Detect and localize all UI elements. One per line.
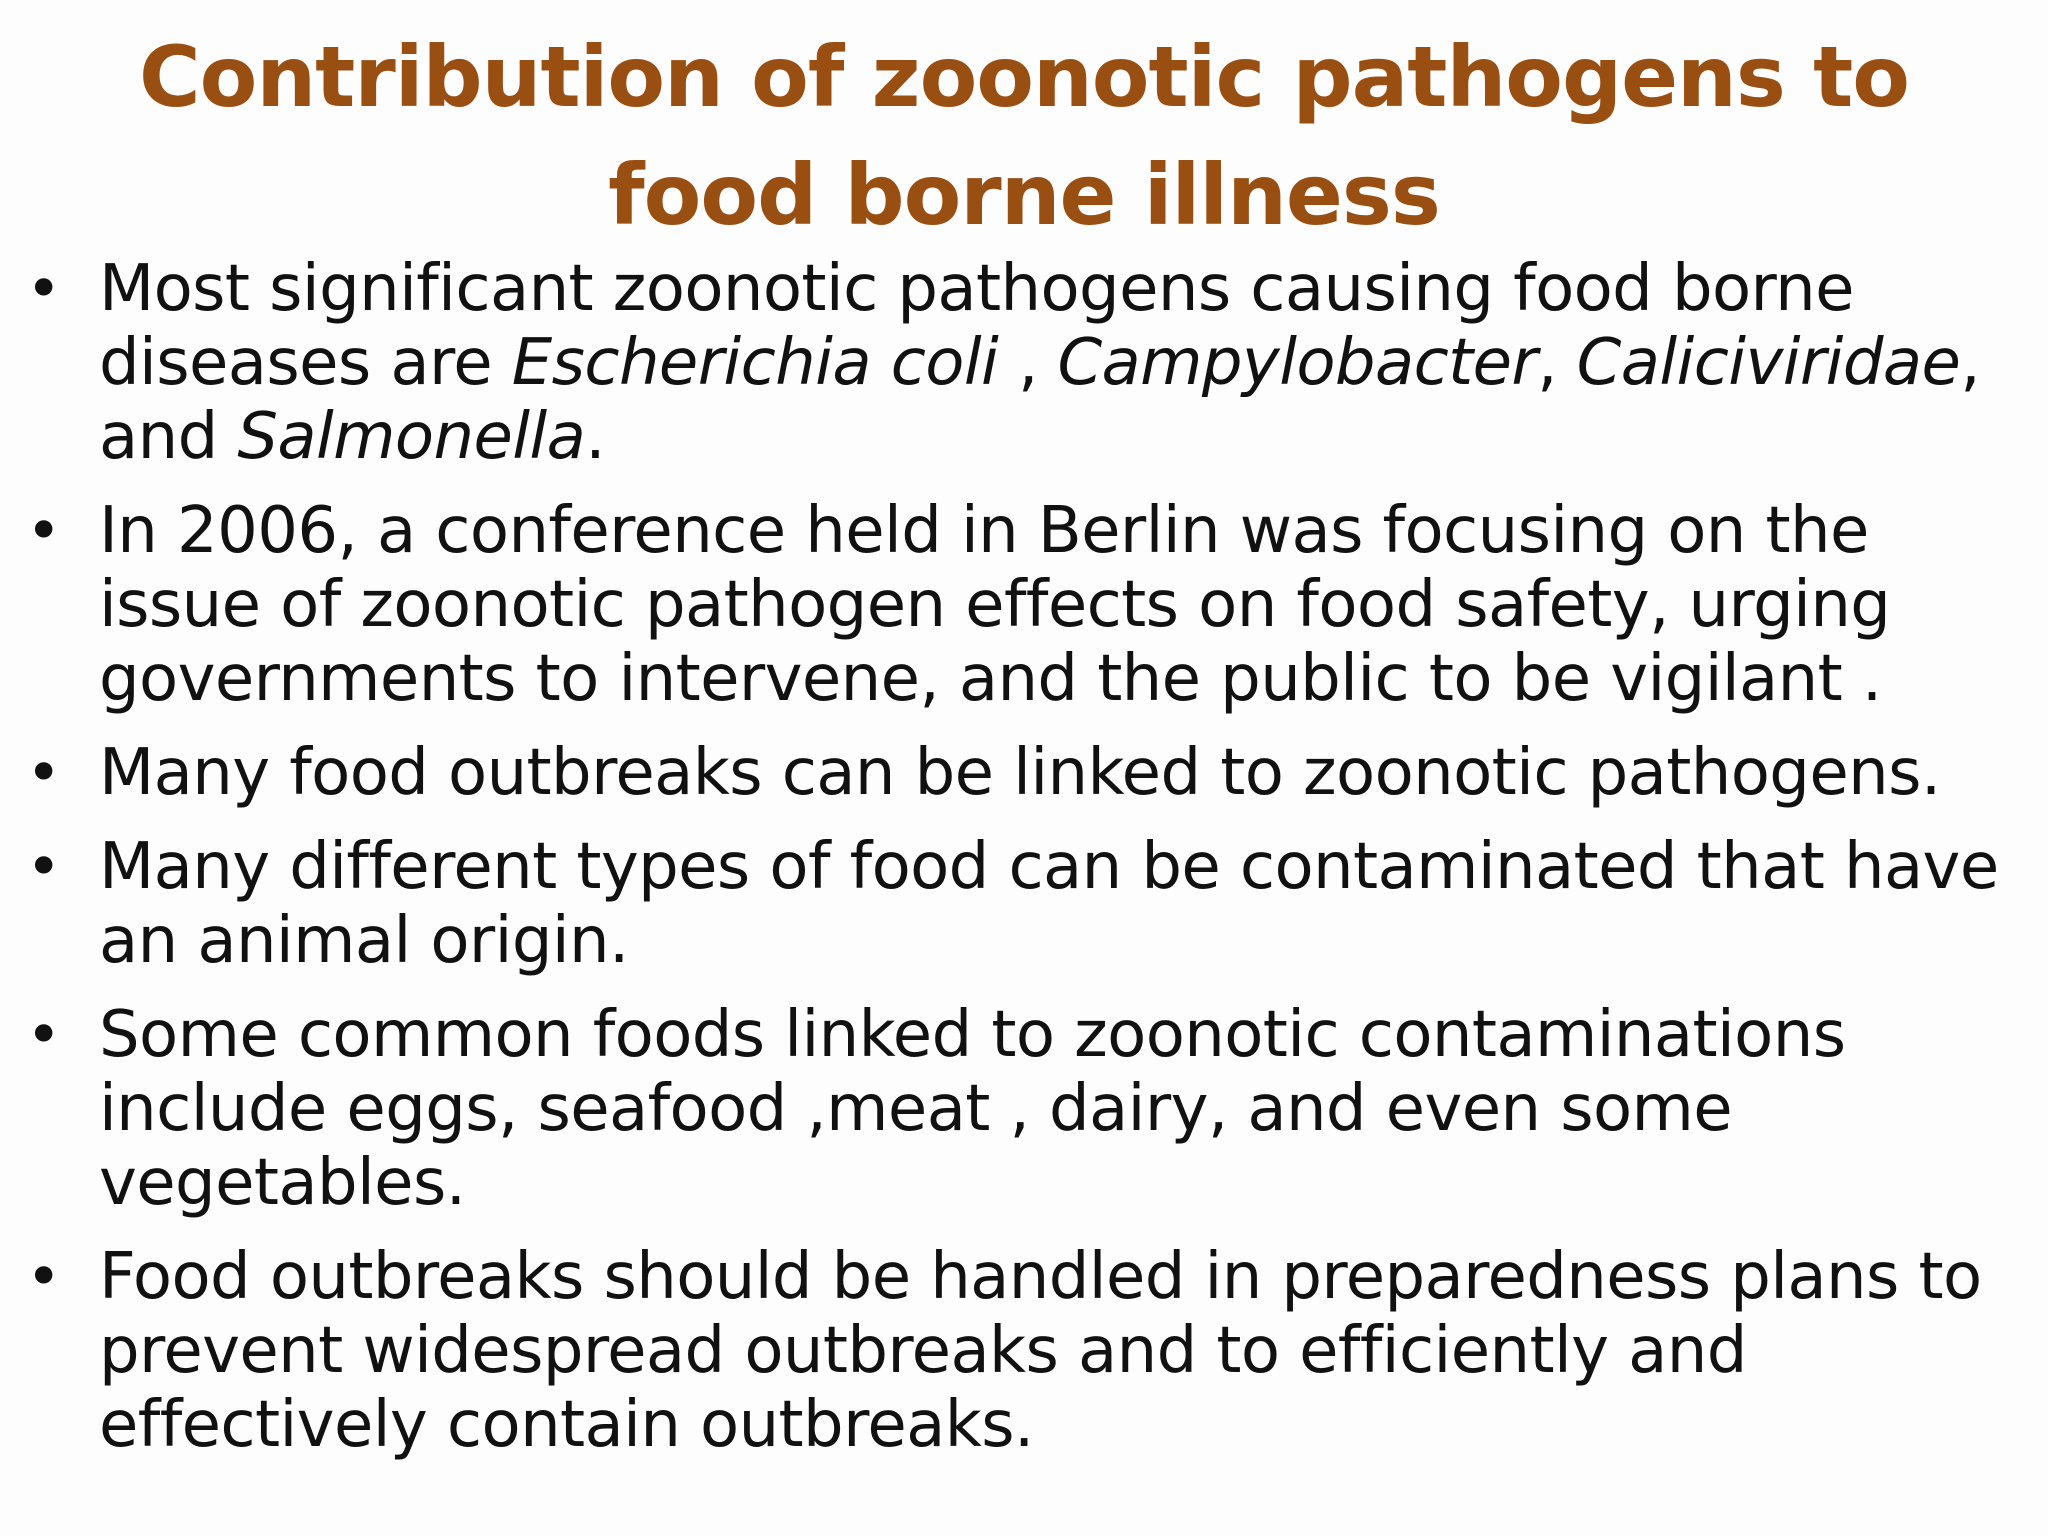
- pathogen-name: Salmonella: [237, 400, 586, 474]
- separator: ,: [1537, 326, 1577, 400]
- bullet-dot-icon: •: [26, 1000, 61, 1070]
- bullet-dot-icon: •: [26, 738, 61, 808]
- sentence-end: .: [585, 400, 605, 474]
- bullet-text: Many different types of food can be contaminated that have an animal origin.: [99, 830, 1999, 978]
- bullet-item-pathogens: [0, 252, 2040, 474]
- pathogen-name: Campylobacter: [1057, 326, 1538, 400]
- bullet-dot-icon: •: [26, 496, 61, 566]
- bullet-dot-icon: •: [26, 254, 61, 324]
- bullet-item-food-types: [0, 830, 2040, 978]
- separator: , and: [99, 326, 1980, 474]
- bullet-text: Many food outbreaks can be linked to zoonotic pathogens.: [99, 736, 1941, 810]
- bullet-text: Food outbreaks should be handled in preparedness plans to prevent widespread outbreaks and to efficiently and effectively contain outbreaks.: [99, 1240, 1982, 1462]
- bullet-item-common-foods: [0, 998, 2040, 1220]
- bullet-text: Some common foods linked to zoonotic contaminations include eggs, seafood ,meat , dairy, and even some vegetables.: [99, 998, 1846, 1220]
- bullet-item-conference: [0, 494, 2040, 716]
- pathogen-name: Escherichia coli: [511, 326, 999, 400]
- bullet-text: Most significant zoonotic pathogens causing food borne diseases are: [99, 252, 1854, 400]
- slide-title: Contribution of zoonotic pathogens to food borne illness: [139, 28, 1909, 244]
- bullet-dot-icon: •: [26, 832, 61, 902]
- pathogen-name: Caliciviridae: [1576, 326, 1961, 400]
- bullet-text: In 2006, a conference held in Berlin was focusing on the issue of zoonotic pathogen effects on food safety, urging governments to intervene, and the public to be vigilant .: [99, 494, 1891, 716]
- separator: ,: [998, 326, 1058, 400]
- bullet-dot-icon: •: [26, 1242, 61, 1312]
- bullet-item-outbreaks-linked: [0, 736, 2040, 810]
- bullet-list: [0, 252, 2040, 1482]
- bullet-item-preparedness: [0, 1240, 2040, 1462]
